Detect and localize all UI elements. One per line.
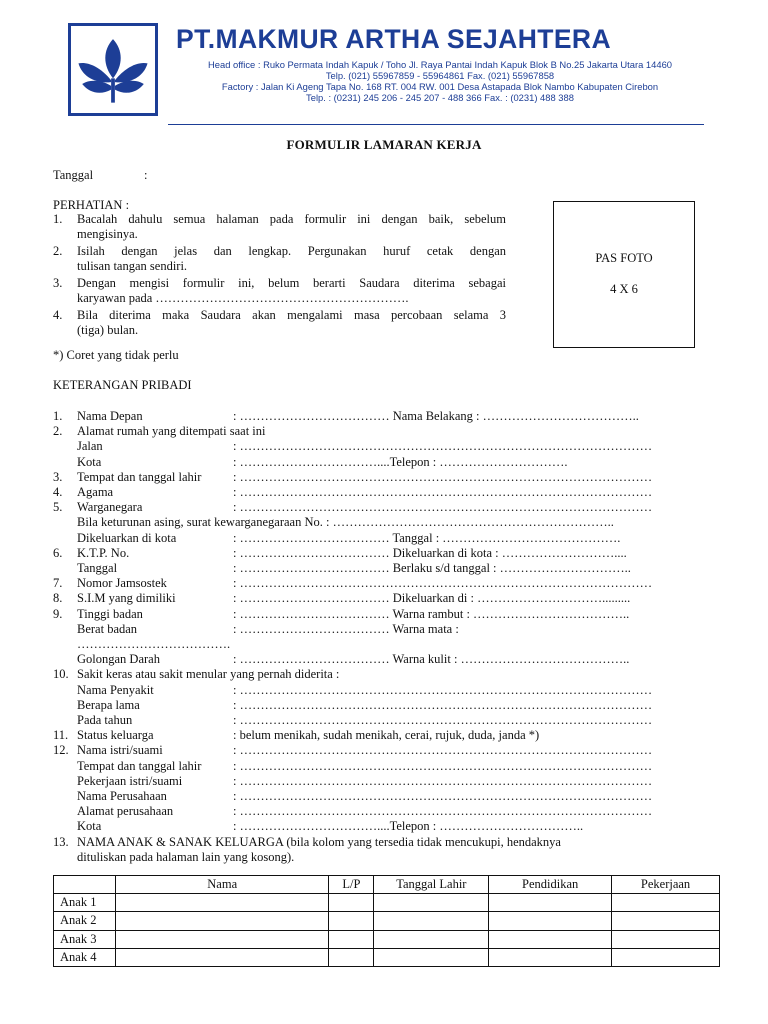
field-label: Warganegara	[77, 500, 143, 514]
field-number: 6.	[53, 546, 63, 560]
date-label: Tanggal	[53, 168, 94, 182]
field-label: Nomor Jamsostek	[77, 576, 167, 590]
table-cell	[489, 894, 612, 912]
field-value-line: : ……………………………… Nama Belakang : ………………………………..	[233, 409, 639, 423]
field-label: Agama	[77, 485, 114, 499]
field-label: Pada tahun	[77, 713, 133, 727]
table-cell	[374, 930, 489, 948]
table-cell	[115, 930, 329, 948]
field-number: 12.	[53, 743, 69, 757]
table-cell	[329, 894, 374, 912]
field-label: Nama Depan	[77, 409, 143, 423]
header-divider	[168, 124, 704, 125]
field-label: Jalan	[77, 439, 103, 453]
field-value-line: : belum menikah, sudah menikah, cerai, rujuk, duda, janda *)	[233, 728, 540, 742]
factory-address: Factory : Jalan Ki Ageng Tapa No. 168 RT. 004 RW. 001 Desa Astapada Blok Nambo Kabupaten Cirebon	[221, 81, 659, 92]
notice-item-number: 4.	[53, 308, 63, 322]
table-row	[54, 912, 720, 930]
photo-size: 4 X 6	[610, 282, 638, 296]
table-cell	[612, 912, 720, 930]
table-header-cell: Pekerjaan	[612, 876, 720, 894]
child-label: Anak 4	[54, 948, 116, 966]
field-label: Nama istri/suami	[77, 743, 163, 757]
field-value-line: : ……………………………....Telepon : ………………………….	[233, 455, 568, 469]
table-cell	[329, 912, 374, 930]
field-value-line: : ……………………………… Dikeluarkan di kota : ………………………....	[233, 546, 627, 560]
table-cell	[489, 912, 612, 930]
notice-item-text: Bila diterima maka Saudara akan mengalami masa percobaan selama 3	[77, 308, 506, 322]
field-number: 13.	[53, 835, 69, 849]
photo-label: PAS FOTO	[595, 251, 653, 265]
field-value-line: : ……………………………....Telepon : ……………………………..	[233, 819, 584, 833]
notice-item-number: 1.	[53, 212, 63, 226]
letterhead	[64, 20, 712, 126]
field-label: Berat badan	[77, 622, 138, 636]
notice-footnote: *) Coret yang tidak perlu	[53, 348, 179, 362]
field-value-line: : ……………………………… Warna kulit : …………………………………..	[233, 652, 630, 666]
field-label: K.T.P. No.	[77, 546, 130, 560]
table-header-cell: Tanggal Lahir	[374, 876, 489, 894]
factory-phone: Telp. : (0231) 245 206 - 245 207 - 488 366 Fax. : (0231) 488 388	[306, 92, 574, 103]
table-cell	[115, 912, 329, 930]
child-label: Anak 3	[54, 930, 116, 948]
field-label: S.I.M yang dimiliki	[77, 591, 176, 605]
field-number: 7.	[53, 576, 63, 590]
field-label: Kota	[77, 455, 102, 469]
head-office-phone: Telp. (021) 55967859 - 55964861 Fax. (021) 55967858	[325, 70, 555, 81]
field-label: Golongan Darah	[77, 652, 160, 666]
date-colon: :	[144, 168, 148, 182]
notice-item-text: Bacalah dahulu semua halaman pada formulir ini dengan baik, sebelum	[77, 212, 506, 226]
table-row	[54, 930, 720, 948]
field-label: Nama Penyakit	[77, 683, 154, 697]
notice-item-text: Dengan mengisi formulir ini, belum berarti Saudara diterima sebagai	[77, 276, 506, 290]
field-value-line: : ………………………………………………………………………………………	[233, 759, 653, 773]
table-cell	[374, 894, 489, 912]
leaf-logo-icon	[71, 26, 155, 113]
field-value-line: : ………………………………………………………………………………………	[233, 713, 653, 727]
field-value-line: : ………………………………………………………………………………………	[233, 500, 653, 514]
notice-item-number: 2.	[53, 244, 63, 258]
table-cell	[329, 948, 374, 966]
field-value-line: : ………………………………………………………………………………………	[233, 698, 653, 712]
field-label: Bila keturunan asing, surat kewarganegaraan No. : …………………………………………………………..	[77, 515, 614, 529]
notice-heading: PERHATIAN :	[53, 198, 130, 212]
field-number: 3.	[53, 470, 63, 484]
head-office-address: Head office : Ruko Permata Indah Kapuk / Toho Jl. Raya Pantai Indah Kapuk Blok B No.25 Jakarta Utara 14460	[208, 59, 672, 70]
field-label: Alamat rumah yang ditempati saat ini	[77, 424, 266, 438]
field-value-line: : ……………………………… Tanggal : …………………………………….	[233, 531, 621, 545]
field-label: Alamat perusahaan	[77, 804, 174, 818]
field-label: Tempat dan tanggal lahir	[77, 759, 202, 773]
field-value-line: : ………………………………………………………………………………………	[233, 485, 653, 499]
field-label: Tinggi badan	[77, 607, 143, 621]
field-label: ……………………………….	[77, 637, 231, 651]
table-cell	[612, 930, 720, 948]
notice-item-text: (tiga) bulan.	[77, 323, 139, 337]
field-value-line: : ………………………………………………………………………………………	[233, 743, 653, 757]
table-cell	[374, 912, 489, 930]
field-label: Nama Perusahaan	[77, 789, 167, 803]
table-header-cell	[54, 876, 116, 894]
field-number: 2.	[53, 424, 63, 438]
field-number: 5.	[53, 500, 63, 514]
table-row	[54, 894, 720, 912]
field-number: 1.	[53, 409, 63, 423]
notice-item-text: mengisinya.	[77, 227, 138, 241]
field-value-line: : ……………………………… Dikeluarkan di : ………………………….........	[233, 591, 631, 605]
field-label: Pekerjaan istri/suami	[77, 774, 183, 788]
table-header-cell: Pendidikan	[489, 876, 612, 894]
field-label: Sakit keras atau sakit menular yang pernah diderita :	[77, 667, 340, 681]
field-label: Berapa lama	[77, 698, 140, 712]
personal-heading: KETERANGAN PRIBADI	[53, 378, 192, 392]
table-header-row	[54, 876, 720, 894]
field-value-line: : ……………………………… Warna rambut : ………………………………..	[233, 607, 630, 621]
field-value-line: : ………………………………………………………………………………………	[233, 470, 653, 484]
table-header-cell: Nama	[115, 876, 329, 894]
form-title: FORMULIR LAMARAN KERJA	[286, 137, 482, 152]
field-value-line: : ………………………………………………………………………………………	[233, 576, 653, 590]
notice-item-text: karyawan pada …………………………………………………….	[77, 291, 409, 305]
field-number: 4.	[53, 485, 63, 499]
table-cell	[489, 948, 612, 966]
table-cell	[115, 894, 329, 912]
child-label: Anak 1	[54, 894, 116, 912]
field-number: 11.	[53, 728, 69, 742]
field-label: Tanggal	[77, 561, 118, 575]
field-label: Kota	[77, 819, 102, 833]
notice-item-text: tulisan tangan sendiri.	[77, 259, 188, 273]
field-value-line: : ………………………………………………………………………………………	[233, 774, 653, 788]
notice-item-number: 3.	[53, 276, 63, 290]
company-logo	[68, 23, 158, 116]
field-value-line: : ………………………………………………………………………………………	[233, 683, 653, 697]
notice-item-text: Isilah dengan jelas dan lengkap. Pergunakan huruf cetak dengan	[77, 244, 506, 258]
field-number: 9.	[53, 607, 63, 621]
field-number: 8.	[53, 591, 63, 605]
field-value-line: : ………………………………………………………………………………………	[233, 439, 653, 453]
table-cell	[374, 948, 489, 966]
field-label: NAMA ANAK & SANAK KELUARGA (bila kolom yang tersedia tidak mencukupi, hendaknya	[77, 835, 561, 849]
field-value-line: : ………………………………………………………………………………………	[233, 789, 653, 803]
field-value-line: : ………………………………………………………………………………………	[233, 804, 653, 818]
table-header-cell: L/P	[329, 876, 374, 894]
field-label: Tempat dan tanggal lahir	[77, 470, 202, 484]
field-label: Status keluarga	[77, 728, 154, 742]
table-cell	[329, 930, 374, 948]
family-table	[53, 875, 720, 967]
table-cell	[489, 930, 612, 948]
field-number: 10.	[53, 667, 69, 681]
table-cell	[612, 894, 720, 912]
field-label: dituliskan pada halaman lain yang kosong).	[77, 850, 295, 864]
table-cell	[115, 948, 329, 966]
company-name: PT.MAKMUR ARTHA SEJAHTERA	[176, 24, 611, 54]
field-label: Dikeluarkan di kota	[77, 531, 177, 545]
child-label: Anak 2	[54, 912, 116, 930]
photo-box	[553, 201, 695, 348]
table-cell	[612, 948, 720, 966]
field-value-line: : ……………………………… Warna mata :	[233, 622, 459, 636]
table-row	[54, 948, 720, 966]
field-value-line: : ……………………………… Berlaku s/d tanggal : …………………………..	[233, 561, 631, 575]
